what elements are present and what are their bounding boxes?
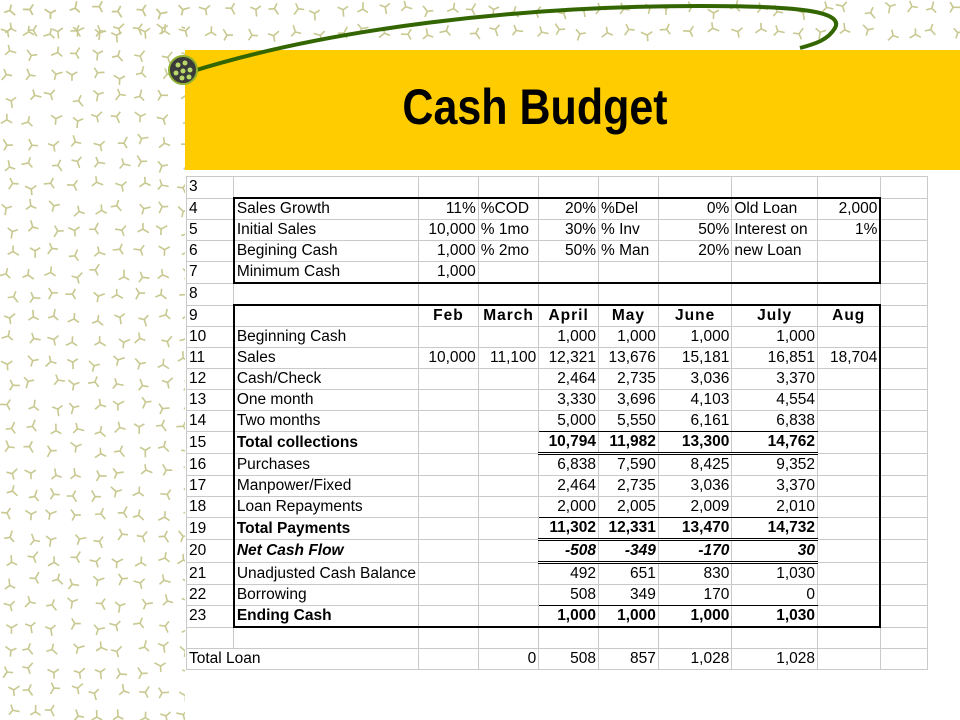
- sheet-cell: [880, 585, 927, 606]
- sheet-cell: 2,464: [539, 476, 599, 497]
- sheet-cell: [818, 518, 881, 540]
- sheet-cell: 857: [598, 649, 658, 670]
- sheet-cell: [658, 262, 731, 284]
- sheet-cell: [478, 177, 538, 199]
- decorative-pattern-left: [0, 0, 185, 720]
- sheet-cell: 11,982: [598, 432, 658, 454]
- sheet-row: [187, 348, 928, 369]
- sheet-cell: % 1mo: [478, 220, 538, 241]
- sheet-cell: [658, 627, 731, 649]
- sheet-cell: [732, 627, 818, 649]
- sheet-cell: [818, 454, 881, 476]
- sheet-cell: Feb: [419, 305, 479, 327]
- slide-title: Cash Budget: [402, 79, 668, 135]
- sheet-cell: 1,000: [658, 606, 731, 628]
- row-number: 6: [187, 241, 234, 262]
- sheet-cell: [419, 454, 479, 476]
- sheet-cell: [880, 497, 927, 518]
- sheet-cell: Sales Growth: [234, 198, 419, 220]
- sheet-cell: July: [732, 305, 818, 327]
- sheet-cell: 30: [732, 540, 818, 563]
- sheet-cell: 1%: [818, 220, 881, 241]
- sheet-cell: 6,838: [732, 411, 818, 432]
- sheet-cell: 1,030: [732, 563, 818, 585]
- sheet-cell: Old Loan: [732, 198, 818, 220]
- sheet-cell: Manpower/Fixed: [234, 476, 419, 497]
- sheet-cell: [818, 432, 881, 454]
- sheet-cell: 0: [478, 649, 538, 670]
- sheet-cell: 20%: [539, 198, 599, 220]
- sheet-cell: 13,676: [598, 348, 658, 369]
- sheet-cell: 4,554: [732, 390, 818, 411]
- sheet-cell: 349: [598, 585, 658, 606]
- sheet-cell: 12,321: [539, 348, 599, 369]
- sheet-cell: Unadjusted Cash Balance: [234, 563, 419, 585]
- sheet-cell: Interest on: [732, 220, 818, 241]
- sheet-cell: 15,181: [658, 348, 731, 369]
- sheet-cell: [880, 563, 927, 585]
- sheet-cell: [818, 327, 881, 348]
- sheet-cell: 1,030: [732, 606, 818, 628]
- sheet-cell: [478, 606, 538, 628]
- sheet-cell: [598, 262, 658, 284]
- sheet-cell: Cash/Check: [234, 369, 419, 390]
- sheet-cell: [732, 177, 818, 199]
- sheet-cell: 11,100: [478, 348, 538, 369]
- sheet-cell: [880, 283, 927, 305]
- sheet-cell: [880, 327, 927, 348]
- sheet-cell: 14,732: [732, 518, 818, 540]
- sheet-cell: [880, 198, 927, 220]
- sheet-cell: 10,000: [419, 348, 479, 369]
- sheet-cell: [478, 432, 538, 454]
- row-number: 18: [187, 497, 234, 518]
- sheet-cell: [880, 540, 927, 563]
- sheet-cell: [880, 432, 927, 454]
- sheet-cell: [598, 177, 658, 199]
- sheet-row: [187, 177, 928, 199]
- sheet-row: [187, 454, 928, 476]
- sheet-cell: [234, 177, 419, 199]
- sheet-row: [187, 627, 928, 649]
- sheet-cell: 0: [732, 585, 818, 606]
- sheet-cell: March: [478, 305, 538, 327]
- row-number: 3: [187, 177, 234, 199]
- sheet-cell: 2,000: [539, 497, 599, 518]
- sheet-cell: [818, 540, 881, 563]
- sheet-cell: 1,000: [419, 262, 479, 284]
- sheet-cell: 1,000: [732, 327, 818, 348]
- sheet-cell: Begining Cash: [234, 241, 419, 262]
- sheet-cell: 13,470: [658, 518, 731, 540]
- sheet-cell: 10,794: [539, 432, 599, 454]
- sheet-cell: 492: [539, 563, 599, 585]
- sheet-cell: % Man: [598, 241, 658, 262]
- sheet-row: [187, 241, 928, 262]
- sheet-cell: 1,000: [658, 327, 731, 348]
- sheet-cell: 6,161: [658, 411, 731, 432]
- sheet-cell: May: [598, 305, 658, 327]
- sheet-cell: [732, 283, 818, 305]
- sheet-cell: 0%: [658, 198, 731, 220]
- sheet-cell: 2,000: [818, 198, 881, 220]
- row-number: 5: [187, 220, 234, 241]
- sheet-cell: Net Cash Flow: [234, 540, 419, 563]
- sheet-cell: [880, 649, 927, 670]
- sheet-cell: [880, 305, 927, 327]
- sheet-cell: [880, 220, 927, 241]
- sheet-cell: Ending Cash: [234, 606, 419, 628]
- sheet-cell: 3,370: [732, 369, 818, 390]
- sheet-cell: 12,331: [598, 518, 658, 540]
- sheet-cell: [818, 177, 881, 199]
- row-number: 23: [187, 606, 234, 628]
- sheet-cell: [419, 283, 479, 305]
- sheet-cell: 3,036: [658, 369, 731, 390]
- sheet-cell: 30%: [539, 220, 599, 241]
- sheet-row: [187, 327, 928, 348]
- sheet-cell: 508: [539, 649, 599, 670]
- sheet-cell: [478, 369, 538, 390]
- sheet-cell: [818, 241, 881, 262]
- sheet-row: [187, 198, 928, 220]
- sheet-cell: 18,704: [818, 348, 881, 369]
- sheet-cell: [478, 283, 538, 305]
- sheet-cell: [880, 369, 927, 390]
- sheet-cell: [818, 411, 881, 432]
- sheet-cell: 50%: [658, 220, 731, 241]
- sheet-cell: [658, 177, 731, 199]
- sheet-cell: [880, 262, 927, 284]
- sheet-cell: %Del: [598, 198, 658, 220]
- sheet-row: [187, 305, 928, 327]
- sheet-cell: 6,838: [539, 454, 599, 476]
- sheet-cell: [419, 411, 479, 432]
- sheet-cell: 3,036: [658, 476, 731, 497]
- sheet-cell: One month: [234, 390, 419, 411]
- sheet-cell: [419, 369, 479, 390]
- sheet-cell: 11,302: [539, 518, 599, 540]
- sheet-cell: 2,009: [658, 497, 731, 518]
- sheet-cell: 2,735: [598, 476, 658, 497]
- row-number: [187, 627, 234, 649]
- sheet-cell: [419, 606, 479, 628]
- row-number: 14: [187, 411, 234, 432]
- sheet-cell: [818, 369, 881, 390]
- sheet-cell: [818, 563, 881, 585]
- sheet-cell: [419, 497, 479, 518]
- sheet-cell: [818, 585, 881, 606]
- sheet-cell: [818, 283, 881, 305]
- decorative-pattern-top: [0, 0, 960, 50]
- sheet-cell: Purchases: [234, 454, 419, 476]
- sheet-row: [187, 390, 928, 411]
- sheet-row: [187, 220, 928, 241]
- sheet-cell: 5,550: [598, 411, 658, 432]
- sheet-cell: Two months: [234, 411, 419, 432]
- sheet-cell: 830: [658, 563, 731, 585]
- sheet-row: [187, 369, 928, 390]
- sheet-cell: -170: [658, 540, 731, 563]
- row-number: 11: [187, 348, 234, 369]
- sheet-row: [187, 283, 928, 305]
- sheet-cell: % Inv: [598, 220, 658, 241]
- sheet-row: [187, 518, 928, 540]
- row-number: Total Loan: [187, 649, 419, 670]
- spreadsheet: [186, 176, 928, 670]
- sheet-cell: [880, 454, 927, 476]
- sheet-cell: 10,000: [419, 220, 479, 241]
- sheet-cell: -349: [598, 540, 658, 563]
- sheet-cell: [880, 476, 927, 497]
- sheet-cell: [818, 262, 881, 284]
- row-number: 22: [187, 585, 234, 606]
- sheet-cell: [478, 585, 538, 606]
- sheet-cell: [880, 348, 927, 369]
- sheet-cell: [880, 177, 927, 199]
- sheet-cell: 4,103: [658, 390, 731, 411]
- sheet-cell: [539, 262, 599, 284]
- sheet-cell: 8,425: [658, 454, 731, 476]
- sheet-cell: -508: [539, 540, 599, 563]
- sheet-cell: [880, 606, 927, 628]
- row-number: 13: [187, 390, 234, 411]
- sheet-cell: Minimum Cash: [234, 262, 419, 284]
- row-number: 10: [187, 327, 234, 348]
- sheet-cell: [880, 411, 927, 432]
- sheet-cell: [419, 476, 479, 497]
- sheet-cell: 50%: [539, 241, 599, 262]
- sheet-cell: 1,000: [598, 327, 658, 348]
- sheet-cell: 1,028: [732, 649, 818, 670]
- sheet-cell: 7,590: [598, 454, 658, 476]
- row-number: 17: [187, 476, 234, 497]
- sheet-row: [187, 432, 928, 454]
- row-number: 20: [187, 540, 234, 563]
- sheet-cell: [818, 606, 881, 628]
- sheet-cell: [818, 627, 881, 649]
- sheet-row: [187, 262, 928, 284]
- sheet-cell: 11%: [419, 198, 479, 220]
- sheet-cell: Borrowing: [234, 585, 419, 606]
- sheet-cell: 3,696: [598, 390, 658, 411]
- sheet-row: [187, 497, 928, 518]
- sheet-cell: 2,010: [732, 497, 818, 518]
- sheet-cell: [478, 262, 538, 284]
- sheet-cell: [880, 627, 927, 649]
- sheet-cell: [539, 283, 599, 305]
- row-number: 19: [187, 518, 234, 540]
- sheet-cell: 508: [539, 585, 599, 606]
- sheet-cell: 651: [598, 563, 658, 585]
- sheet-cell: Aug: [818, 305, 881, 327]
- sheet-cell: [478, 390, 538, 411]
- sheet-cell: Total Payments: [234, 518, 419, 540]
- sheet-cell: [234, 305, 419, 327]
- spreadsheet-body: [187, 177, 928, 670]
- sheet-cell: [419, 177, 479, 199]
- sheet-row: [187, 540, 928, 563]
- sheet-cell: [234, 627, 419, 649]
- sheet-cell: [539, 627, 599, 649]
- sheet-cell: [478, 563, 538, 585]
- sheet-cell: [478, 411, 538, 432]
- row-number: 15: [187, 432, 234, 454]
- sheet-cell: [419, 649, 479, 670]
- sheet-cell: [598, 283, 658, 305]
- sheet-cell: 5,000: [539, 411, 599, 432]
- sheet-cell: Total collections: [234, 432, 419, 454]
- sheet-cell: new Loan: [732, 241, 818, 262]
- sheet-cell: [880, 241, 927, 262]
- sheet-cell: [478, 476, 538, 497]
- sheet-cell: 1,028: [658, 649, 731, 670]
- sheet-cell: [419, 540, 479, 563]
- sheet-cell: 9,352: [732, 454, 818, 476]
- sheet-cell: [419, 432, 479, 454]
- sheet-cell: 14,762: [732, 432, 818, 454]
- sheet-cell: 1,000: [539, 606, 599, 628]
- sheet-cell: [478, 627, 538, 649]
- sheet-cell: 2,005: [598, 497, 658, 518]
- sheet-cell: [818, 476, 881, 497]
- sheet-cell: 3,370: [732, 476, 818, 497]
- sheet-cell: [419, 563, 479, 585]
- sheet-cell: [478, 454, 538, 476]
- sheet-row: [187, 411, 928, 432]
- sheet-cell: [419, 585, 479, 606]
- sheet-cell: June: [658, 305, 731, 327]
- row-number: 7: [187, 262, 234, 284]
- sheet-cell: [419, 327, 479, 348]
- sheet-cell: %COD: [478, 198, 538, 220]
- sheet-row: [187, 476, 928, 497]
- sheet-cell: [539, 177, 599, 199]
- row-number: 9: [187, 305, 234, 327]
- sheet-cell: [818, 497, 881, 518]
- row-number: 16: [187, 454, 234, 476]
- sheet-cell: [234, 283, 419, 305]
- sheet-cell: [419, 390, 479, 411]
- sheet-cell: % 2mo: [478, 241, 538, 262]
- sheet-cell: [658, 283, 731, 305]
- sheet-cell: [478, 540, 538, 563]
- row-number: 12: [187, 369, 234, 390]
- sheet-cell: Initial Sales: [234, 220, 419, 241]
- sheet-cell: 1,000: [598, 606, 658, 628]
- sheet-row: [187, 585, 928, 606]
- sheet-cell: 2,464: [539, 369, 599, 390]
- sheet-cell: 2,735: [598, 369, 658, 390]
- sheet-cell: 170: [658, 585, 731, 606]
- sheet-cell: 1,000: [419, 241, 479, 262]
- sheet-cell: [818, 390, 881, 411]
- sheet-cell: [732, 262, 818, 284]
- sheet-cell: 20%: [658, 241, 731, 262]
- sheet-cell: [880, 518, 927, 540]
- sheet-cell: [419, 518, 479, 540]
- sheet-cell: [478, 327, 538, 348]
- row-number: 21: [187, 563, 234, 585]
- sheet-cell: [818, 649, 881, 670]
- sheet-cell: [478, 518, 538, 540]
- sheet-cell: Beginning Cash: [234, 327, 419, 348]
- sheet-cell: 16,851: [732, 348, 818, 369]
- sheet-cell: April: [539, 305, 599, 327]
- sheet-row: [187, 649, 928, 670]
- sheet-cell: 1,000: [539, 327, 599, 348]
- sheet-row: [187, 606, 928, 628]
- sheet-cell: [419, 627, 479, 649]
- row-number: 4: [187, 198, 234, 220]
- sheet-cell: [880, 390, 927, 411]
- sheet-cell: 3,330: [539, 390, 599, 411]
- sheet-cell: Loan Repayments: [234, 497, 419, 518]
- sheet-cell: [598, 627, 658, 649]
- sheet-cell: 13,300: [658, 432, 731, 454]
- sheet-cell: Sales: [234, 348, 419, 369]
- sheet-cell: [478, 497, 538, 518]
- row-number: 8: [187, 283, 234, 305]
- sheet-row: [187, 563, 928, 585]
